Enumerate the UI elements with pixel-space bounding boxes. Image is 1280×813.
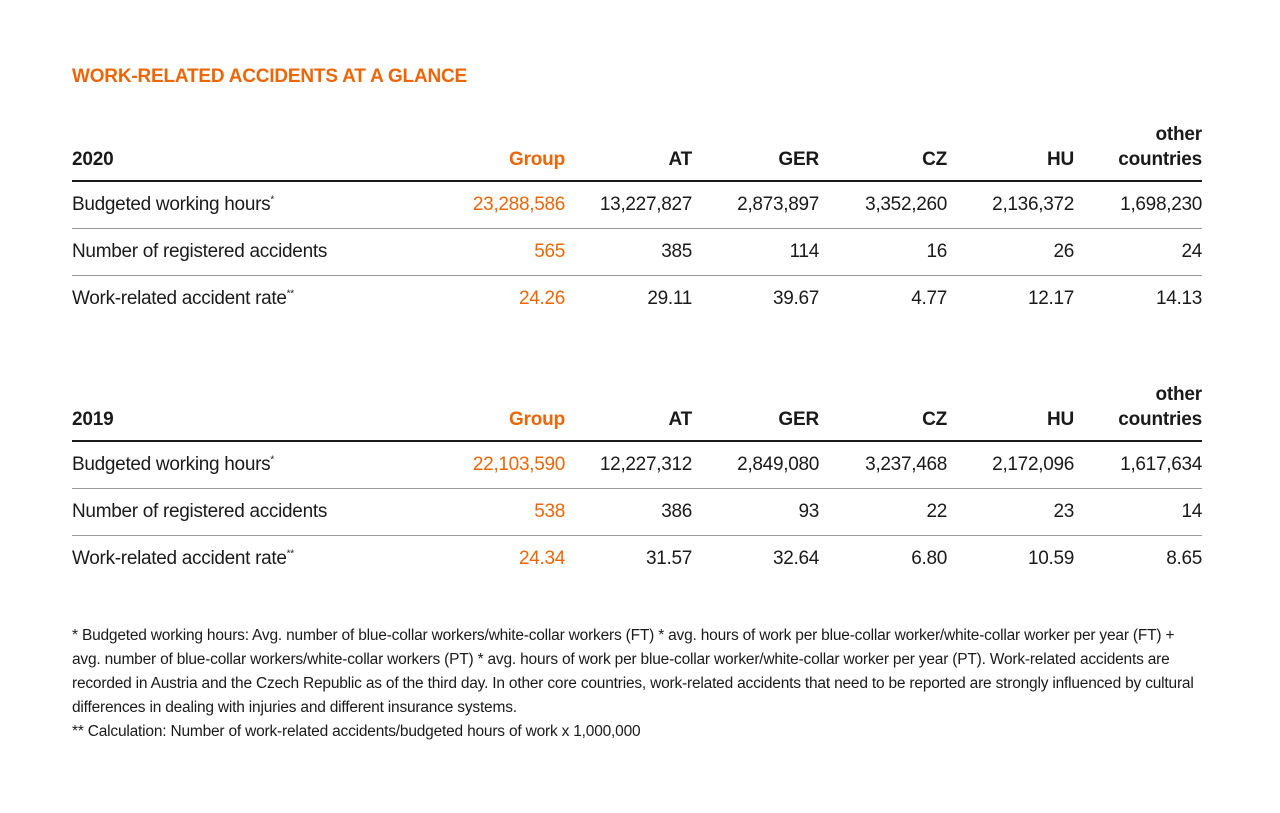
cell-ger: 114 [692, 229, 819, 276]
cell-cz: 22 [819, 489, 947, 536]
row-label [72, 441, 412, 489]
footnote-marker: ** [286, 548, 294, 560]
accidents-table-2020 [72, 122, 1202, 322]
column-header-other-line1: other [1155, 124, 1202, 145]
cell-at: 385 [565, 229, 692, 276]
cell-cz: 16 [819, 229, 947, 276]
column-header-at: AT [565, 382, 692, 441]
table-header-row [72, 122, 1202, 181]
footnote-budgeted-hours: * Budgeted working hours: Avg. number of blue-collar workers/white-collar workers (FT) * avg. hours of work per blue-collar worker/white-collar worker per year (FT) + avg. number of blue-collar workers/white-collar workers (PT) * avg. hours of work per blue-collar worker/white-collar worker per year (PT). Work-related accidents are recorded in Austria and the Czech Republic as of the third day. In other core countries, work-related accidents that need to be reported are strongly influenced by cultural differences in dealing with injuries and different insurance systems. [72, 627, 1194, 716]
row-label-text: Work-related accident rate [72, 548, 287, 569]
cell-cz: 4.77 [911, 288, 947, 309]
cell-ger: 39.67 [772, 288, 819, 309]
footnote-marker: ** [286, 288, 294, 300]
row-label [72, 489, 412, 536]
cell-other-countries: 14.13 [1155, 288, 1202, 309]
cell-ger: 32.64 [772, 548, 819, 569]
cell-other-countries: 8.65 [1166, 548, 1202, 569]
column-header-other-countries [1074, 382, 1202, 441]
column-header-ger: GER [692, 122, 819, 181]
cell-ger: 2,873,897 [692, 181, 819, 229]
cell-other-countries: 14 [1074, 489, 1202, 536]
cell-cz: 6.80 [911, 548, 947, 569]
accidents-table-2019 [72, 382, 1202, 582]
cell-hu: 12.17 [1027, 288, 1074, 309]
cell-hu: 23 [947, 489, 1074, 536]
cell-at: 12,227,312 [565, 441, 692, 489]
row-label [72, 181, 412, 229]
row-label-text: Number of registered accidents [72, 241, 328, 262]
row-label-text: Number of registered accidents [72, 501, 328, 522]
cell-group: 24.34 [518, 548, 565, 569]
column-header-hu: HU [947, 382, 1074, 441]
column-header-cz: CZ [819, 122, 947, 181]
row-label-text: Budgeted working hours [72, 454, 271, 475]
cell-other-countries: 1,617,634 [1074, 441, 1202, 489]
cell-group: 23,288,586 [412, 181, 565, 229]
cell-ger: 93 [692, 489, 819, 536]
table-row [72, 489, 1202, 536]
cell-hu: 2,172,096 [947, 441, 1074, 489]
cell-at: 29.11 [647, 288, 692, 309]
cell-hu: 26 [947, 229, 1074, 276]
footnote-marker: * [270, 454, 274, 466]
column-header-other-line2: countries [1118, 149, 1202, 170]
row-label-text: Work-related accident rate [72, 288, 287, 309]
footnote-marker: * [270, 194, 274, 206]
table-row [72, 536, 1202, 583]
column-header-group: Group [412, 122, 565, 181]
cell-cz: 3,237,468 [819, 441, 947, 489]
table-row [72, 441, 1202, 489]
column-header-other-line2: countries [1118, 409, 1202, 430]
page-title: WORK-RELATED ACCIDENTS AT A GLANCE [72, 66, 467, 87]
column-header-other-line1: other [1155, 384, 1202, 405]
year-header: 2020 [72, 122, 412, 181]
cell-at: 13,227,827 [565, 181, 692, 229]
column-header-group: Group [412, 382, 565, 441]
cell-group: 565 [412, 229, 565, 276]
cell-at: 31.57 [645, 548, 692, 569]
cell-group: 24.26 [518, 288, 565, 309]
column-header-cz: CZ [819, 382, 947, 441]
footnotes [72, 624, 1202, 744]
cell-hu: 10.59 [1027, 548, 1074, 569]
table-row [72, 229, 1202, 276]
table-row [72, 276, 1202, 323]
column-header-ger: GER [692, 382, 819, 441]
column-header-at: AT [565, 122, 692, 181]
cell-group: 538 [412, 489, 565, 536]
cell-at: 386 [565, 489, 692, 536]
cell-other-countries: 24 [1074, 229, 1202, 276]
year-header: 2019 [72, 382, 412, 441]
footnote-calculation: ** Calculation: Number of work-related accidents/budgeted hours of work x 1,000,000 [72, 723, 641, 740]
row-label [72, 276, 412, 323]
table-header-row [72, 382, 1202, 441]
cell-cz: 3,352,260 [819, 181, 947, 229]
cell-other-countries: 1,698,230 [1074, 181, 1202, 229]
cell-hu: 2,136,372 [947, 181, 1074, 229]
row-label [72, 536, 412, 583]
cell-ger: 2,849,080 [692, 441, 819, 489]
cell-group: 22,103,590 [412, 441, 565, 489]
column-header-hu: HU [947, 122, 1074, 181]
column-header-other-countries [1074, 122, 1202, 181]
table-row [72, 181, 1202, 229]
row-label-text: Budgeted working hours [72, 194, 271, 215]
row-label [72, 229, 412, 276]
